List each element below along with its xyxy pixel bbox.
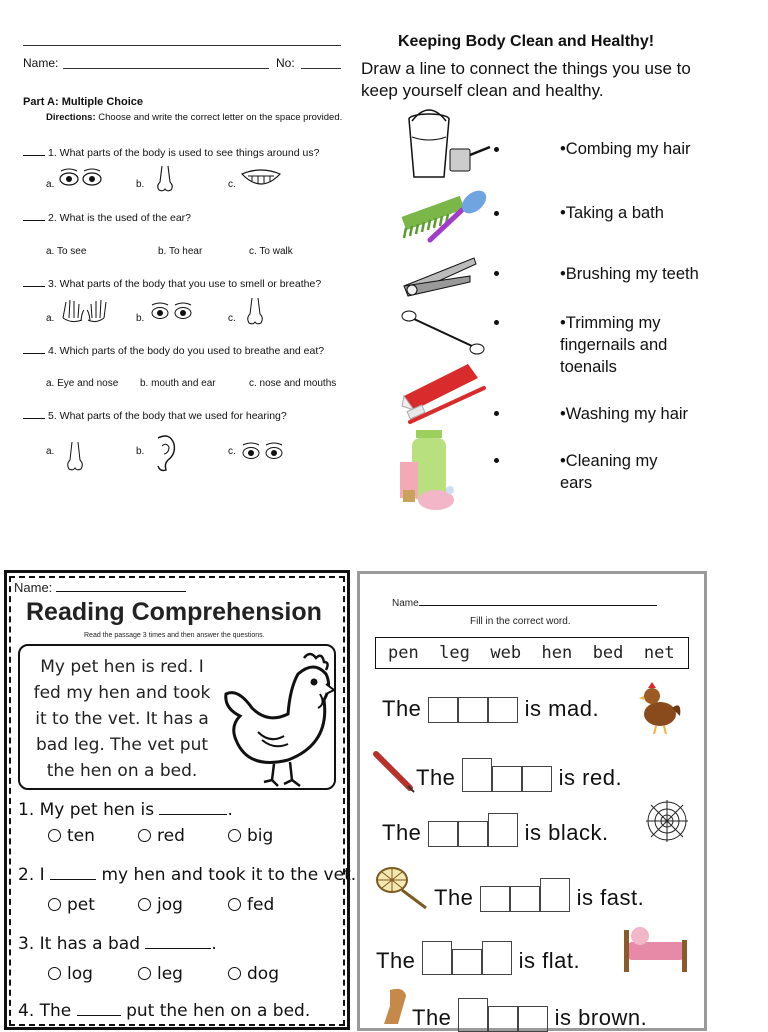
fw-name-label: Name [392, 598, 419, 609]
rc-question-4-end: put the hen on a bed. [126, 1001, 311, 1021]
bucket-icon [404, 107, 494, 181]
q4-option-a: a. Eye and nose [46, 378, 119, 389]
match-item-5-label: Washing my hair [565, 405, 689, 423]
sentence-end: is red. [558, 764, 623, 790]
sentence-end: is flat. [518, 947, 581, 973]
match-item-1[interactable] [560, 138, 691, 160]
rc-instructions: Read the passage 3 times and then answer the questions. [84, 632, 265, 639]
bullet: • [560, 405, 566, 423]
question-2 [23, 212, 191, 224]
rc-q1-option-3[interactable] [228, 826, 273, 846]
toothpaste-and-toothbrush-icon [398, 356, 490, 428]
comb-and-brush-icon [400, 184, 492, 244]
question-3 [23, 278, 321, 290]
passage [24, 654, 220, 784]
worksheet-directions: Draw a line to connect the things you use to keep yourself clean and healthy. [361, 59, 691, 100]
rc-title: Reading Comprehension [26, 598, 322, 626]
bullet: • [560, 204, 566, 222]
rc-answer-blank-1[interactable] [159, 814, 227, 815]
ear-icon [150, 432, 180, 474]
rc-question-1 [18, 800, 233, 820]
q3-option-a: a. [46, 313, 55, 324]
rc-question-2-end: my hen and took it to the vet. [101, 865, 357, 885]
match-item-6-label: Cleaning my ears [560, 452, 658, 492]
rc-name-blank[interactable] [56, 591, 186, 592]
rc-q3-option-2[interactable] [138, 964, 183, 984]
sentence-end: is fast. [576, 884, 645, 910]
eyes-icon [150, 301, 194, 323]
name-label: Name: [23, 56, 59, 70]
radio-circle[interactable] [228, 829, 241, 842]
sentence-end: is mad. [524, 696, 600, 721]
option-label: big [247, 826, 274, 846]
rc-q2-option-1[interactable] [48, 895, 95, 915]
fw-sentence-2 [416, 758, 622, 792]
option-label: pet [67, 895, 95, 915]
radio-circle[interactable] [48, 898, 61, 911]
letter-boxes[interactable] [428, 696, 518, 721]
connect-dot-left-2[interactable] [494, 211, 499, 216]
fw-sentence-1 [382, 696, 599, 723]
answer-blank-5[interactable] [23, 418, 45, 419]
radio-circle[interactable] [138, 967, 151, 980]
passage-line: bad leg. The vet put [35, 735, 209, 755]
bed-icon [624, 920, 688, 976]
net-icon [374, 864, 430, 912]
nose-icon [240, 296, 270, 328]
question-2-text: 2. What is the used of the ear? [48, 212, 192, 224]
rc-q1-option-2[interactable] [138, 826, 185, 846]
radio-circle[interactable] [48, 829, 61, 842]
q4-option-b: b. mouth and ear [140, 378, 216, 389]
answer-blank-2[interactable] [23, 220, 45, 221]
sentence-start: The [416, 764, 456, 790]
sentence-start: The [376, 947, 416, 973]
radio-circle[interactable] [228, 967, 241, 980]
bullet: • [560, 140, 566, 158]
letter-boxes[interactable] [428, 820, 518, 845]
rc-q2-option-3[interactable] [228, 895, 274, 915]
fw-sentence-4 [434, 878, 644, 912]
radio-circle[interactable] [138, 829, 151, 842]
option-label: fed [247, 895, 275, 915]
option-label: log [67, 964, 93, 984]
sentence-start: The [382, 819, 422, 845]
rc-q3-option-3[interactable] [228, 964, 279, 984]
connect-dot-left-4[interactable] [494, 320, 499, 325]
number-label: No: [276, 56, 295, 70]
rc-answer-blank-3[interactable] [145, 948, 211, 949]
sentence-start: The [434, 884, 474, 910]
match-item-4-label: Trimming my fingernails and toenails [560, 314, 668, 376]
question-4 [23, 345, 324, 357]
match-item-2-label: Taking a bath [565, 204, 664, 222]
answer-blank-1[interactable] [23, 155, 45, 156]
mouth-icon [240, 168, 282, 192]
q4-option-c: c. nose and mouths [249, 378, 337, 389]
pen-icon [372, 750, 416, 794]
match-item-1-label: Combing my hair [565, 140, 691, 158]
eyes-icon [58, 168, 104, 190]
match-item-3[interactable] [560, 263, 699, 285]
sentence-end: is black. [524, 819, 609, 845]
rc-question-1-text: 1. My pet hen is [18, 800, 155, 820]
passage-line: My pet hen is red. I [40, 657, 204, 677]
rc-question-3-text: 3. It has a bad [18, 934, 140, 954]
rc-name-field [14, 580, 186, 595]
hen-icon [638, 680, 684, 736]
rc-question-3-end: . [211, 934, 217, 954]
match-item-4[interactable] [560, 312, 710, 378]
rc-answer-blank-4[interactable] [77, 1015, 121, 1016]
question-3-text: 3. What parts of the body that you use to smell or breathe? [48, 278, 322, 290]
nose-icon [150, 164, 180, 194]
passage-line: it to the vet. It has a [35, 709, 209, 729]
hands-icon [60, 298, 108, 324]
option-label: red [157, 826, 185, 846]
bullet: • [560, 452, 566, 470]
rc-question-4 [18, 1001, 310, 1021]
rc-q3-option-1[interactable] [48, 964, 93, 984]
q5-option-c: c. [228, 446, 236, 457]
connect-dot-left-6[interactable] [494, 458, 499, 463]
sentence-start: The [412, 1004, 452, 1030]
rc-answer-blank-2[interactable] [50, 879, 96, 880]
q1-option-b: b. [136, 179, 145, 190]
q2-option-c: c. To walk [249, 246, 293, 257]
match-item-2[interactable] [560, 202, 664, 224]
nose-icon [60, 440, 90, 474]
question-4-text: 4. Which parts of the body do you used to breathe and eat? [48, 345, 325, 357]
fw-sentence-5 [376, 941, 580, 975]
match-item-6[interactable] [560, 450, 690, 494]
directions-text: Choose and write the correct letter on the space provided. [98, 112, 343, 123]
fw-sentence-3 [382, 813, 609, 847]
rc-q2-option-2[interactable] [138, 895, 183, 915]
shampoo-and-soap-icon [398, 428, 462, 514]
answer-blank-3[interactable] [23, 286, 45, 287]
rc-name-label: Name: [14, 580, 53, 595]
q3-option-c: c. [228, 313, 236, 324]
option-label: dog [247, 964, 279, 984]
word-bank: pen leg web hen bed net [375, 637, 689, 669]
letter-boxes[interactable] [480, 885, 570, 910]
top-rule [23, 45, 341, 46]
directions [46, 112, 342, 123]
rc-question-2 [18, 865, 356, 885]
connect-dot-left-5[interactable] [494, 411, 499, 416]
q1-option-a: a. [46, 179, 55, 190]
match-item-3-label: Brushing my teeth [565, 265, 699, 283]
passage-line: the hen on a bed. [46, 761, 198, 781]
radio-circle[interactable] [228, 898, 241, 911]
directions-label: Directions: [46, 112, 96, 123]
question-5-text: 5. What parts of the body that we used for hearing? [48, 410, 287, 422]
letter-boxes[interactable] [458, 1005, 548, 1030]
question-1 [23, 147, 319, 159]
q5-option-a: a. [46, 446, 55, 457]
radio-circle[interactable] [138, 898, 151, 911]
q2-option-a: a. To see [46, 246, 87, 257]
rc-q1-option-1[interactable] [48, 826, 95, 846]
radio-circle[interactable] [48, 967, 61, 980]
name-field-line[interactable] [63, 68, 269, 69]
connect-dot-left-3[interactable] [494, 271, 499, 276]
sentence-start: The [382, 696, 422, 721]
q5-option-b: b. [136, 446, 145, 457]
q2-option-b: b. To hear [158, 246, 203, 257]
rc-question-2-text: 2. I [18, 865, 45, 885]
spider-web-icon [644, 798, 690, 844]
letter-boxes[interactable] [422, 948, 512, 973]
eyes-icon [240, 440, 286, 462]
number-field-line[interactable] [301, 68, 341, 69]
option-label: jog [157, 895, 183, 915]
passage-line: fed my hen and took [33, 683, 211, 703]
section-title: Part A: Multiple Choice [23, 96, 143, 108]
question-1-text: 1. What parts of the body is used to see things around us? [48, 147, 320, 159]
answer-blank-4[interactable] [23, 353, 45, 354]
fw-instructions: Fill in the correct word. [470, 616, 571, 627]
bullet: • [560, 314, 566, 332]
option-label: ten [67, 826, 95, 846]
letter-boxes[interactable] [462, 765, 552, 790]
leg-icon [376, 986, 412, 1024]
match-item-5[interactable] [560, 403, 688, 425]
bullet: • [560, 265, 566, 283]
q3-option-b: b. [136, 313, 145, 324]
fw-name-blank[interactable] [419, 605, 657, 606]
q1-option-c: c. [228, 179, 236, 190]
question-5 [23, 410, 287, 422]
worksheet-title: Keeping Body Clean and Healthy! [398, 33, 655, 50]
sentence-end: is brown. [554, 1004, 648, 1030]
nail-clipper-icon [400, 252, 484, 302]
fw-sentence-6 [412, 998, 647, 1032]
cotton-swab-icon [400, 306, 486, 356]
hen-illustration [218, 648, 334, 796]
rc-question-1-end: . [227, 800, 233, 820]
rc-question-3 [18, 934, 217, 954]
rc-question-4-text: 4. The [18, 1001, 72, 1021]
connect-dot-left-1[interactable] [494, 147, 499, 152]
option-label: leg [157, 964, 183, 984]
fw-name-field [392, 598, 657, 609]
